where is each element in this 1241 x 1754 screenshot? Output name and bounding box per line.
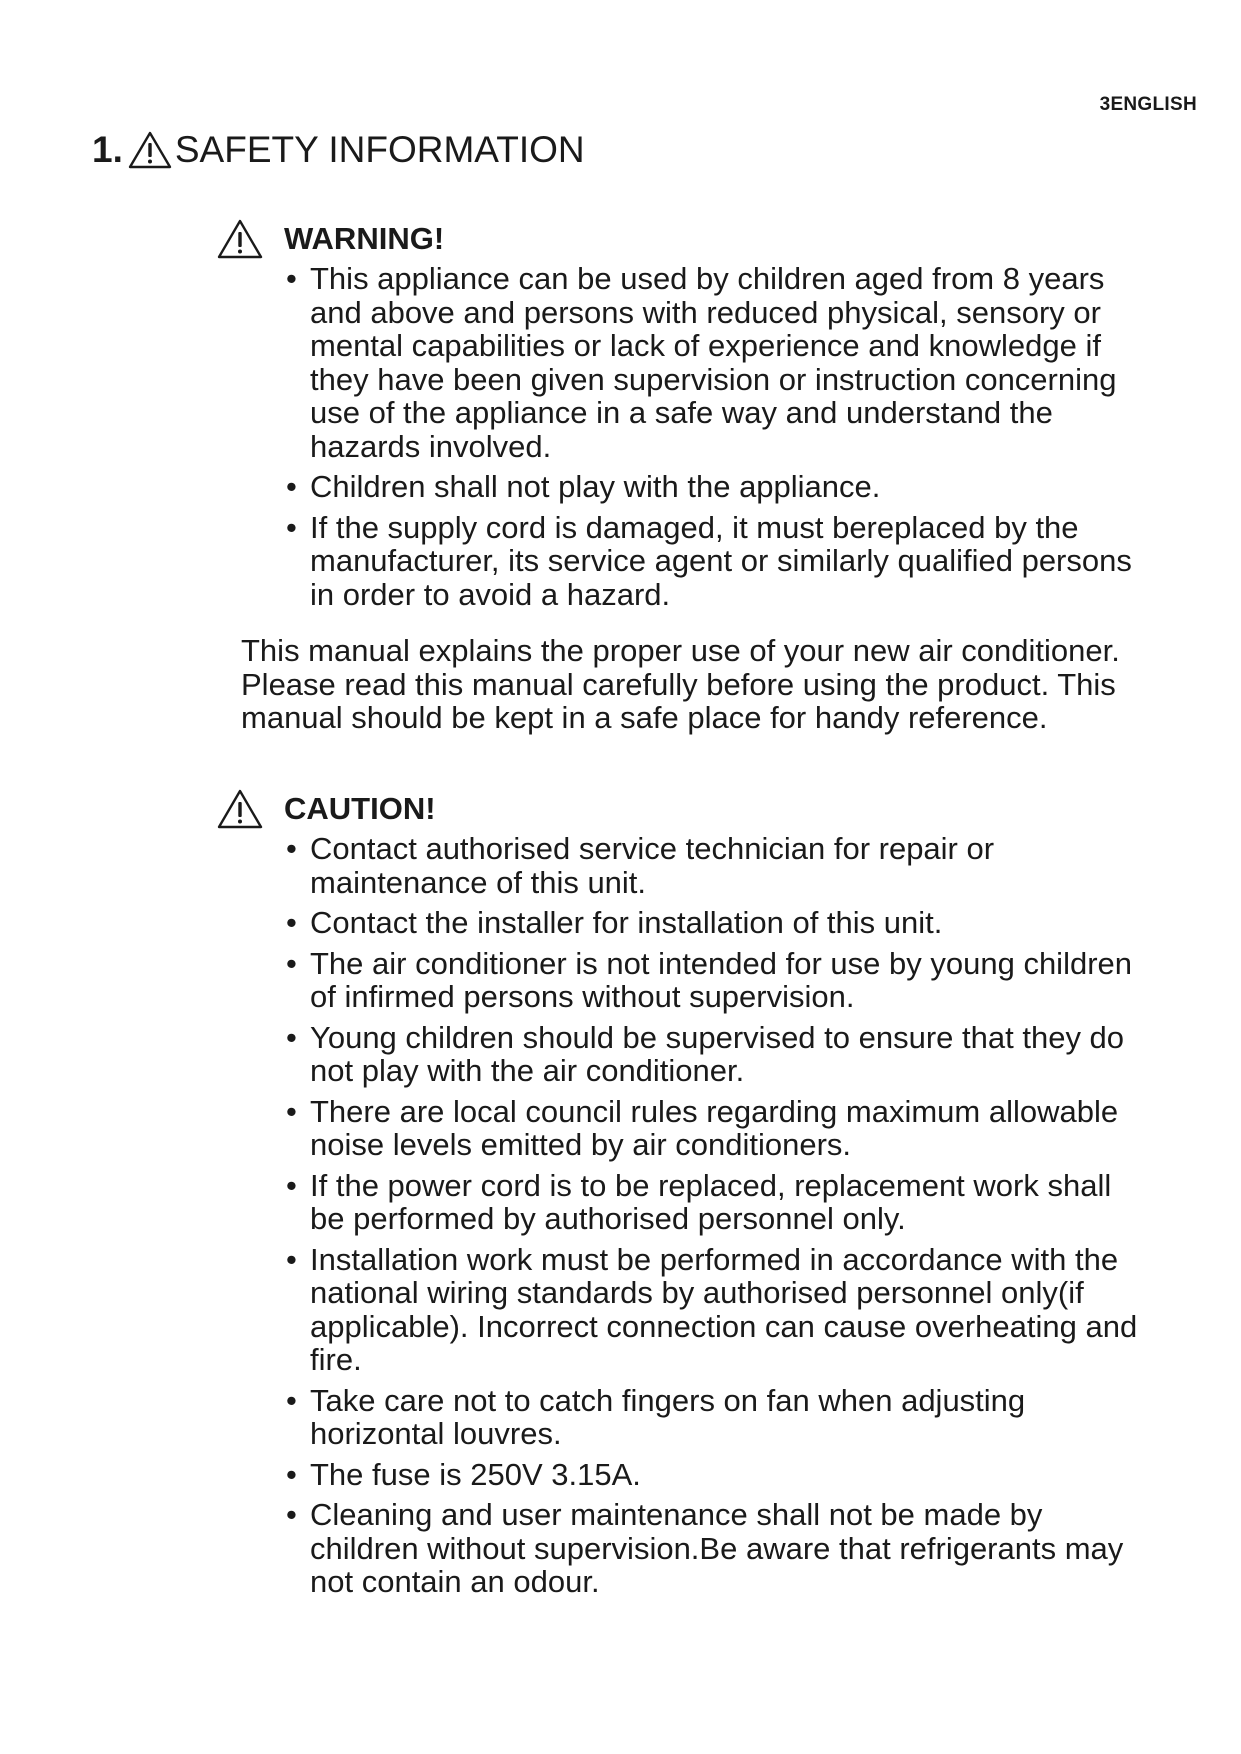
warning-triangle-icon: [127, 130, 173, 170]
bullet-icon: •: [286, 1382, 297, 1418]
warning-triangle-icon: [216, 787, 264, 831]
bullet-icon: •: [286, 509, 297, 545]
page-number: 3: [1099, 94, 1111, 115]
bullet-icon: •: [286, 261, 297, 296]
list-item: [286, 1243, 1146, 1377]
list-item: [286, 1458, 1146, 1492]
bullet-icon: •: [286, 945, 297, 981]
list-item: [286, 947, 1146, 1014]
list-item-text: Contact authorised service technician for repair or maintenance of this unit.: [310, 831, 995, 900]
caution-list: [216, 832, 1146, 1599]
list-item: [286, 262, 1146, 463]
page-header: [1100, 94, 1197, 116]
list-item-text: There are local council rules regarding maximum allowable noise levels emitted by air conditioners.: [310, 1093, 1119, 1162]
section-title-text: SAFETY INFORMATION: [174, 129, 585, 170]
list-item-text: The air conditioner is not intended for use by young children of infirmed persons without supervision.: [310, 945, 1132, 1014]
warning-list: [216, 262, 1146, 611]
language-label: ENGLISH: [1110, 94, 1197, 115]
warning-heading: WARNING!: [284, 221, 445, 256]
caution-block: [216, 786, 1146, 1606]
list-item: [286, 1384, 1146, 1451]
bullet-icon: •: [286, 469, 297, 504]
warning-header: [216, 216, 1146, 262]
list-item-text: Young children should be supervised to ensure that they do not play with the air conditioner.: [310, 1019, 1125, 1088]
bullet-icon: •: [286, 1167, 297, 1203]
bullet-icon: •: [286, 905, 297, 940]
list-item: [286, 470, 1146, 504]
list-item-text: Installation work must be performed in accordance with the national wiring standards by authorised personnel only(if applicable). Incorrect connection can cause overheating and fire.: [310, 1241, 1138, 1377]
list-item: [286, 832, 1146, 899]
section-number: 1.: [92, 129, 123, 170]
list-item-text: The fuse is 250V 3.15A.: [310, 1456, 641, 1492]
caution-heading: CAUTION!: [284, 791, 436, 826]
list-item-text: This appliance can be used by children aged from 8 years and above and persons with reduced physical, sensory or mental capabilities or lack of experience and knowledge if they have been given supervision or instruction concerning use of the appliance in a safe way and understand the hazards involved.: [310, 261, 1117, 464]
bullet-icon: •: [286, 1019, 297, 1055]
list-item-text: If the supply cord is damaged, it must bereplaced by the manufacturer, its service agent or similarly qualified persons in order to avoid a hazard.: [310, 509, 1132, 612]
bullet-icon: •: [286, 831, 297, 866]
list-item: [286, 1498, 1146, 1599]
list-item-text: Cleaning and user maintenance shall not be made by children without supervision.Be aware that refrigerants may not contain an odour.: [310, 1497, 1124, 1599]
intro-paragraph: This manual explains the proper use of your new air conditioner. Please read this manual carefully before using the product. This manual should be kept in a safe place for handy reference.: [241, 633, 1120, 735]
bullet-icon: •: [286, 1093, 297, 1129]
list-item: [286, 1095, 1146, 1162]
bullet-icon: •: [286, 1497, 297, 1532]
warning-block: [216, 216, 1146, 618]
list-item-text: Children shall not play with the appliance.: [310, 469, 881, 504]
list-item-text: Contact the installer for installation of this unit.: [310, 905, 943, 940]
list-item-text: Take care not to catch fingers on fan when adjusting horizontal louvres.: [310, 1382, 1026, 1451]
list-item: [286, 511, 1146, 612]
list-item: [286, 906, 1146, 940]
warning-triangle-icon: [216, 217, 264, 261]
bullet-icon: •: [286, 1241, 297, 1277]
list-item-text: If the power cord is to be replaced, replacement work shall be performed by authorised personnel only.: [310, 1167, 1112, 1236]
list-item: [286, 1021, 1146, 1088]
bullet-icon: •: [286, 1456, 297, 1492]
section-title: [92, 128, 585, 172]
list-item: [286, 1169, 1146, 1236]
caution-header: [216, 786, 1146, 832]
